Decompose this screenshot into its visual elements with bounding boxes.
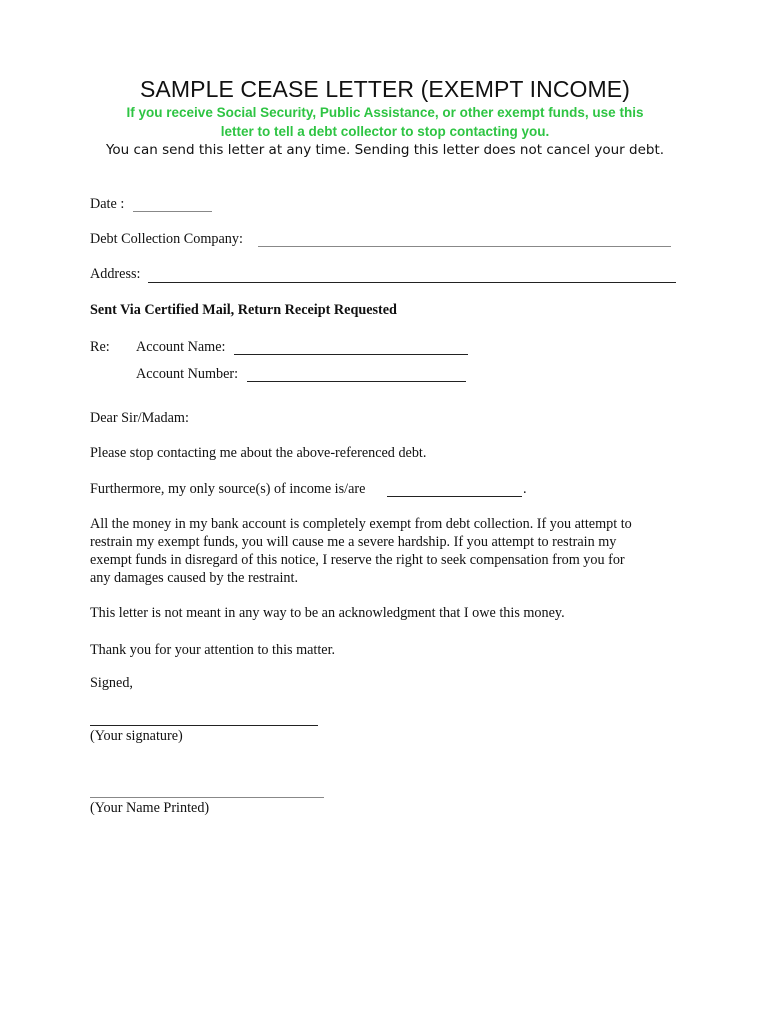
acknowledgment-paragraph: This letter is not meant in any way to be an acknowledgment that I owe this money. <box>90 605 565 621</box>
re-label: Re: <box>90 339 110 355</box>
signed-label: Signed, <box>90 675 133 691</box>
signature-caption: (Your signature) <box>90 728 183 744</box>
instruction-line-1: If you receive Social Security, Public Assistance, or other exempt funds, use this <box>126 105 644 120</box>
paragraph-stop-contact: Please stop contacting me about the above-referenced debt. <box>90 445 427 461</box>
sent-via-heading: Sent Via Certified Mail, Return Receipt Requested <box>90 302 397 318</box>
account-name-blank <box>234 354 468 355</box>
income-source-blank <box>387 496 522 497</box>
signature-blank <box>90 725 318 726</box>
printed-name-caption: (Your Name Printed) <box>90 800 210 816</box>
salutation: Dear Sir/Madam: <box>90 410 189 426</box>
address-blank <box>148 282 676 283</box>
exempt-paragraph-line: exempt funds in disregard of this notice, I reserve the right to seek compensation from you for <box>90 552 625 568</box>
address-label: Address: <box>90 266 141 282</box>
exempt-paragraph-line: any damages caused by the restraint. <box>90 570 299 586</box>
date-blank <box>133 211 212 212</box>
account-name-label: Account Name: <box>136 339 226 355</box>
exempt-paragraph-line: restrain my exempt funds, you will cause me a severe hardship. If you attempt to restrain my <box>90 534 617 550</box>
instruction-line-2: letter to tell a debt collector to stop contacting you. <box>220 124 550 139</box>
subtitle-note: You can send this letter at any time. Sending this letter does not cancel your debt. <box>105 142 665 158</box>
page-title: SAMPLE CEASE LETTER (EXEMPT INCOME) <box>139 76 630 102</box>
income-source-text: Furthermore, my only source(s) of income is/are <box>90 481 366 497</box>
paragraph-income-source <box>90 481 365 498</box>
thank-you-paragraph: Thank you for your attention to this matter. <box>90 642 336 658</box>
income-period: . <box>523 481 527 497</box>
exempt-paragraph-line: All the money in my bank account is completely exempt from debt collection. If you attempt to <box>90 516 632 532</box>
account-number-blank <box>247 381 466 382</box>
company-label: Debt Collection Company: <box>90 231 243 247</box>
account-number-label: Account Number: <box>136 366 239 382</box>
date-label: Date : <box>90 196 125 212</box>
company-blank <box>258 246 671 247</box>
printed-name-blank <box>90 797 324 798</box>
